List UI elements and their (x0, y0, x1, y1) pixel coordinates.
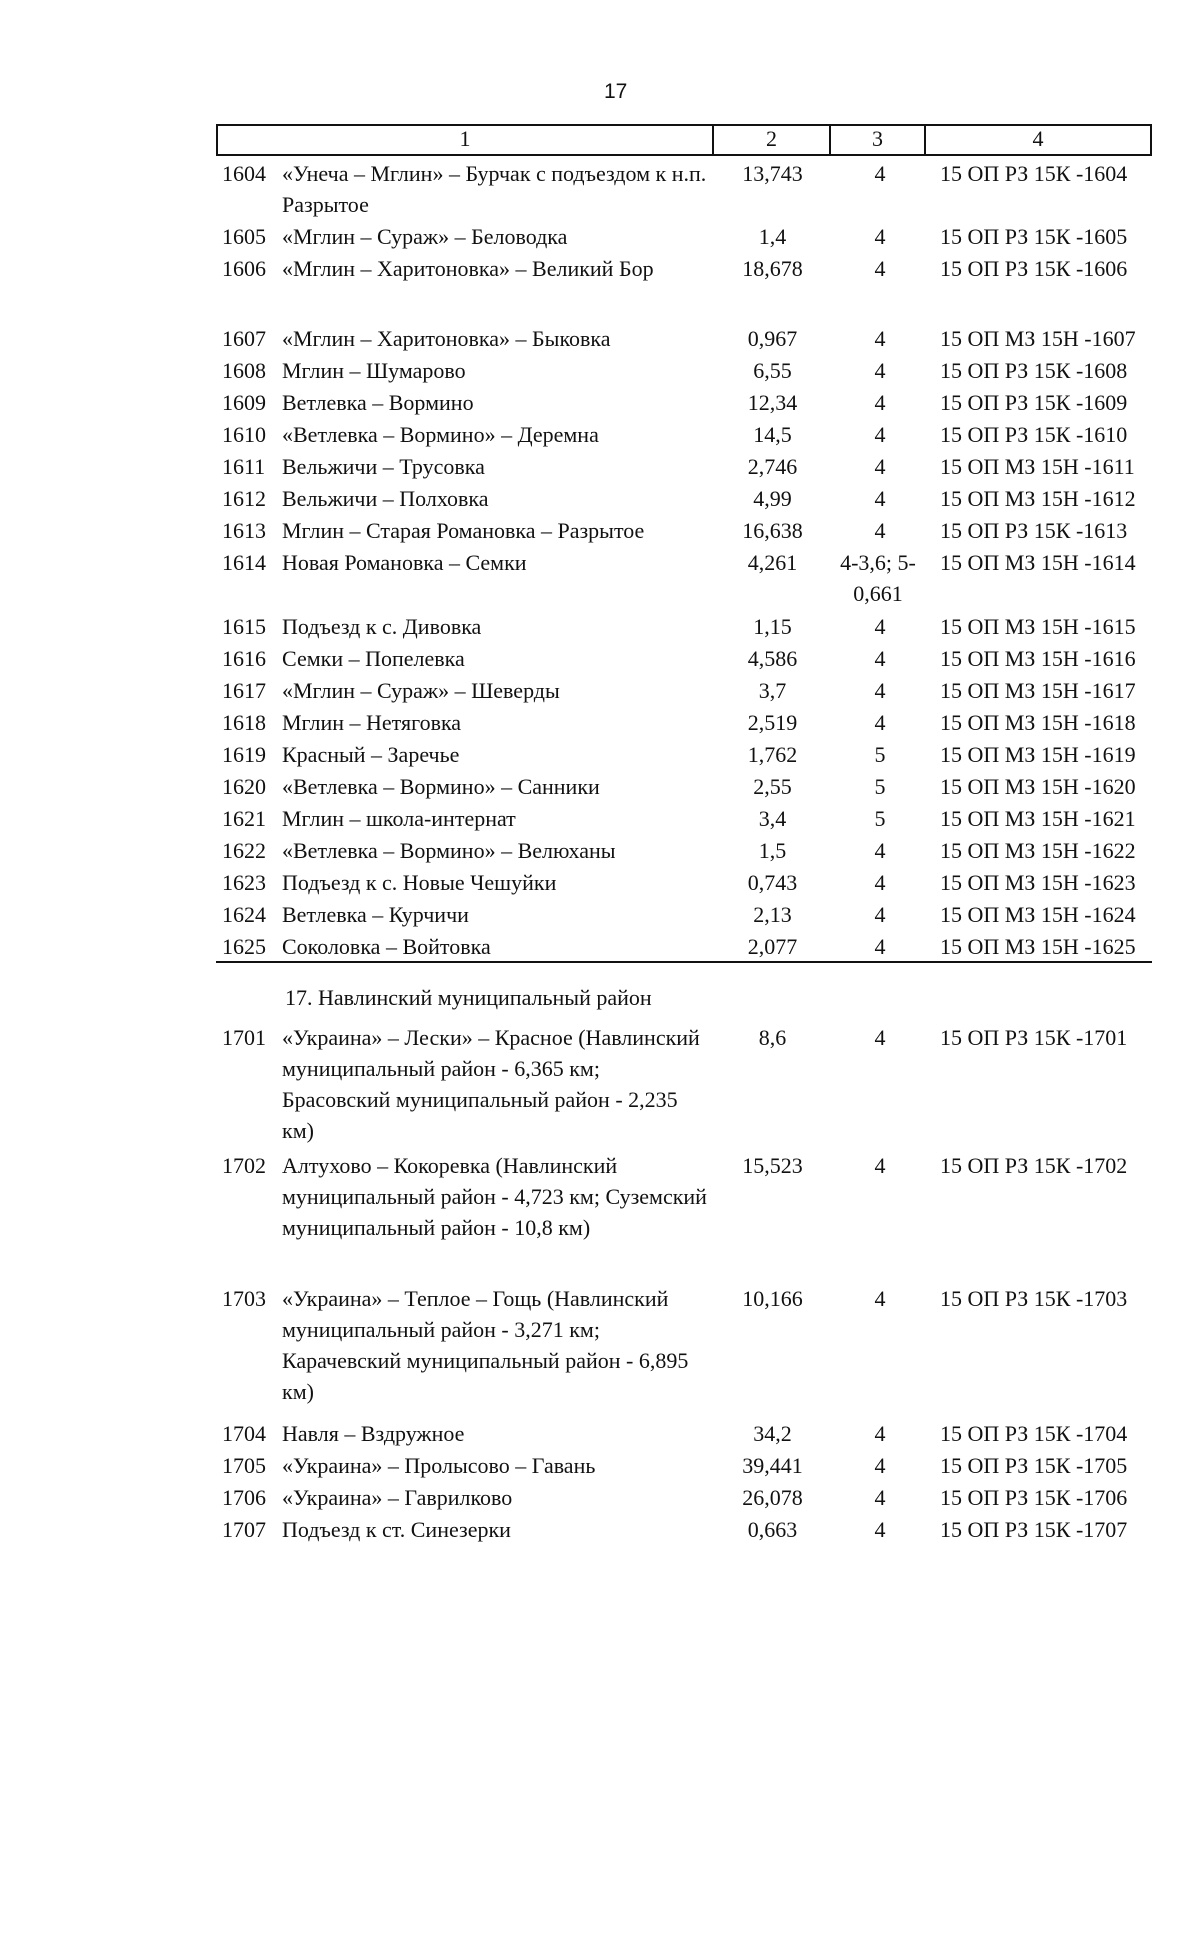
road-code: 15 ОП МЗ 15Н -1611 (940, 454, 1135, 479)
road-name: «Унеча – Мглин» – Бурчак с подъездом к н.п. Разрытое (282, 161, 707, 217)
section-divider (216, 961, 1152, 963)
road-length: 34,2 (753, 1421, 792, 1446)
header-col-3: 3 (831, 126, 926, 154)
row-number: 1705 (222, 1453, 266, 1478)
table-header (216, 124, 1152, 156)
row-number: 1613 (222, 518, 266, 543)
road-length: 14,5 (753, 422, 792, 447)
road-code: 15 ОП МЗ 15Н -1622 (940, 838, 1136, 863)
road-name: Ветлевка – Курчичи (282, 902, 469, 927)
road-code: 15 ОП РЗ 15К -1704 (940, 1421, 1128, 1446)
road-length: 4,586 (747, 646, 798, 671)
road-code: 15 ОП РЗ 15К -1702 (940, 1153, 1128, 1178)
row-number: 1615 (222, 614, 266, 639)
road-category: 4 (874, 390, 886, 415)
road-name: Ветлевка – Вормино (282, 390, 474, 415)
road-code: 15 ОП РЗ 15К -1604 (940, 161, 1128, 186)
road-code: 15 ОП МЗ 15Н -1619 (940, 742, 1136, 767)
road-length: 15,523 (742, 1153, 803, 1178)
road-name: Подъезд к с. Новые Чешуйки (282, 870, 557, 895)
road-name: «Украина» – Теплое – Гощь (Навлинский муниципальный район - 3,271 км; Карачевский муниципальный район - 6,895 км) (282, 1286, 689, 1404)
road-name: Красный – Заречье (282, 742, 460, 767)
row-number: 1606 (222, 256, 266, 281)
road-category: 4 (874, 1153, 886, 1178)
road-code: 15 ОП РЗ 15К -1610 (940, 422, 1128, 447)
row-number: 1706 (222, 1485, 266, 1510)
road-category: 4 (874, 838, 886, 863)
road-length: 2,519 (747, 710, 798, 735)
row-number: 1612 (222, 486, 266, 511)
road-code: 15 ОП РЗ 15К -1608 (940, 358, 1128, 383)
row-number: 1605 (222, 224, 266, 249)
road-code: 15 ОП МЗ 15Н -1614 (940, 550, 1136, 575)
header-col-1: 1 (218, 126, 714, 154)
row-number: 1614 (222, 550, 266, 575)
road-name: «Мглин – Харитоновка» – Быковка (282, 326, 611, 351)
road-category: 4 (874, 454, 886, 479)
road-code: 15 ОП МЗ 15Н -1624 (940, 902, 1136, 927)
road-code: 15 ОП РЗ 15К -1703 (940, 1286, 1128, 1311)
road-length: 16,638 (742, 518, 803, 543)
row-number: 1617 (222, 678, 266, 703)
road-category: 4 (874, 870, 886, 895)
header-col-2: 2 (714, 126, 831, 154)
road-code: 15 ОП МЗ 15Н -1620 (940, 774, 1136, 799)
road-category: 4 (874, 1286, 886, 1311)
road-category: 4 (874, 224, 886, 249)
row-number: 1610 (222, 422, 266, 447)
road-length: 2,55 (753, 774, 792, 799)
road-category: 4 (874, 678, 886, 703)
road-code: 15 ОП МЗ 15Н -1621 (940, 806, 1136, 831)
section-title: 17. Навлинский муниципальный район (285, 985, 652, 1010)
road-name: «Мглин – Сураж» – Беловодка (282, 224, 568, 249)
road-name: Новая Романовка – Семки (282, 550, 527, 575)
road-length: 26,078 (742, 1485, 803, 1510)
road-category: 5 (874, 774, 886, 799)
row-number: 1604 (222, 161, 266, 186)
road-code: 15 ОП МЗ 15Н -1615 (940, 614, 1136, 639)
road-code: 15 ОП РЗ 15К -1701 (940, 1025, 1128, 1050)
road-code: 15 ОП РЗ 15К -1606 (940, 256, 1128, 281)
road-code: 15 ОП МЗ 15Н -1623 (940, 870, 1136, 895)
road-length: 0,743 (747, 870, 798, 895)
row-number: 1702 (222, 1153, 266, 1178)
road-name: «Украина» – Гаврилково (282, 1485, 513, 1510)
road-name: Соколовка – Войтовка (282, 934, 491, 959)
road-length: 3,4 (758, 806, 787, 831)
road-name: Мглин – школа-интернат (282, 806, 516, 831)
road-code: 15 ОП МЗ 15Н -1625 (940, 934, 1136, 959)
road-category: 4 (874, 1485, 886, 1510)
row-number: 1619 (222, 742, 266, 767)
row-number: 1704 (222, 1421, 266, 1446)
road-category: 4 (874, 326, 886, 351)
road-name: «Украина» – Пролысово – Гавань (282, 1453, 596, 1478)
road-code: 15 ОП МЗ 15Н -1607 (940, 326, 1136, 351)
road-name: Алтухово – Кокоревка (Навлинский муниципальный район - 4,723 км; Суземский муниципальный район - 10,8 км) (282, 1153, 707, 1240)
road-name: «Мглин – Харитоновка» – Великий Бор (282, 256, 654, 281)
row-number: 1618 (222, 710, 266, 735)
road-length: 18,678 (742, 256, 803, 281)
road-code: 15 ОП МЗ 15Н -1618 (940, 710, 1136, 735)
row-number: 1623 (222, 870, 266, 895)
road-length: 0,663 (747, 1517, 798, 1542)
road-length: 2,746 (747, 454, 798, 479)
road-length: 2,077 (747, 934, 798, 959)
road-length: 10,166 (742, 1286, 803, 1311)
row-number: 1625 (222, 934, 266, 959)
road-code: 15 ОП МЗ 15Н -1617 (940, 678, 1136, 703)
row-number: 1622 (222, 838, 266, 863)
road-length: 1,762 (747, 742, 798, 767)
road-category: 4 (874, 486, 886, 511)
road-name: «Ветлевка – Вормино» – Деремна (282, 422, 599, 447)
row-number: 1611 (222, 454, 266, 479)
road-category: 4 (874, 934, 886, 959)
road-length: 4,261 (747, 550, 798, 575)
row-number: 1608 (222, 358, 266, 383)
road-length: 0,967 (747, 326, 798, 351)
road-category: 4 (874, 422, 886, 447)
road-length: 6,55 (753, 358, 792, 383)
road-name: Вельжичи – Трусовка (282, 454, 485, 479)
road-code: 15 ОП РЗ 15К -1707 (940, 1517, 1128, 1542)
road-name: Семки – Попелевка (282, 646, 465, 671)
header-col-4: 4 (1032, 126, 1044, 151)
road-name: Подъезд к ст. Синезерки (282, 1517, 511, 1542)
road-category: 4 (874, 614, 886, 639)
row-number: 1701 (222, 1025, 266, 1050)
road-category: 4 (874, 1517, 886, 1542)
road-length: 1,4 (758, 224, 787, 249)
road-name: Вельжичи – Полховка (282, 486, 489, 511)
road-name: Мглин – Нетяговка (282, 710, 462, 735)
road-category: 4 (874, 256, 886, 281)
row-number: 1707 (222, 1517, 266, 1542)
road-name: «Ветлевка – Вормино» – Велюханы (282, 838, 616, 863)
row-number: 1607 (222, 326, 266, 351)
road-category: 4 (874, 710, 886, 735)
road-length: 12,34 (747, 390, 798, 415)
road-length: 1,5 (758, 838, 787, 863)
road-name: «Украина» – Лески» – Красное (Навлинский муниципальный район - 6,365 км; Брасовский муниципальный район - 2,235 км) (282, 1025, 700, 1143)
road-code: 15 ОП МЗ 15Н -1612 (940, 486, 1136, 511)
road-code: 15 ОП РЗ 15К -1706 (940, 1485, 1128, 1510)
row-number: 1621 (222, 806, 266, 831)
road-length: 1,15 (753, 614, 792, 639)
road-length: 4,99 (753, 486, 792, 511)
road-category: 4 (874, 161, 886, 186)
row-number: 1620 (222, 774, 266, 799)
page-number: 17 (604, 80, 628, 103)
row-number: 1703 (222, 1286, 266, 1311)
road-category: 4-3,6; 5-0,661 (840, 550, 916, 606)
road-category: 4 (874, 1025, 886, 1050)
road-category: 4 (874, 646, 886, 671)
road-category: 4 (874, 518, 886, 543)
road-category: 4 (874, 902, 886, 927)
road-name: Мглин – Шумарово (282, 358, 466, 383)
road-name: «Ветлевка – Вормино» – Санники (282, 774, 600, 799)
road-name: Навля – Вздружное (282, 1421, 465, 1446)
road-length: 3,7 (758, 678, 787, 703)
road-category: 5 (874, 742, 886, 767)
road-name: «Мглин – Сураж» – Шеверды (282, 678, 560, 703)
road-code: 15 ОП РЗ 15К -1613 (940, 518, 1128, 543)
row-number: 1624 (222, 902, 266, 927)
road-category: 4 (874, 1453, 886, 1478)
road-length: 8,6 (758, 1025, 787, 1050)
road-category: 4 (874, 1421, 886, 1446)
road-code: 15 ОП РЗ 15К -1705 (940, 1453, 1128, 1478)
road-category: 5 (874, 806, 886, 831)
road-code: 15 ОП МЗ 15Н -1616 (940, 646, 1136, 671)
road-code: 15 ОП РЗ 15К -1605 (940, 224, 1128, 249)
road-length: 13,743 (742, 161, 803, 186)
road-name: Мглин – Старая Романовка – Разрытое (282, 518, 645, 543)
row-number: 1616 (222, 646, 266, 671)
road-category: 4 (874, 358, 886, 383)
road-length: 39,441 (742, 1453, 803, 1478)
road-length: 2,13 (753, 902, 792, 927)
row-number: 1609 (222, 390, 266, 415)
road-code: 15 ОП РЗ 15К -1609 (940, 390, 1128, 415)
road-name: Подъезд к с. Дивовка (282, 614, 482, 639)
